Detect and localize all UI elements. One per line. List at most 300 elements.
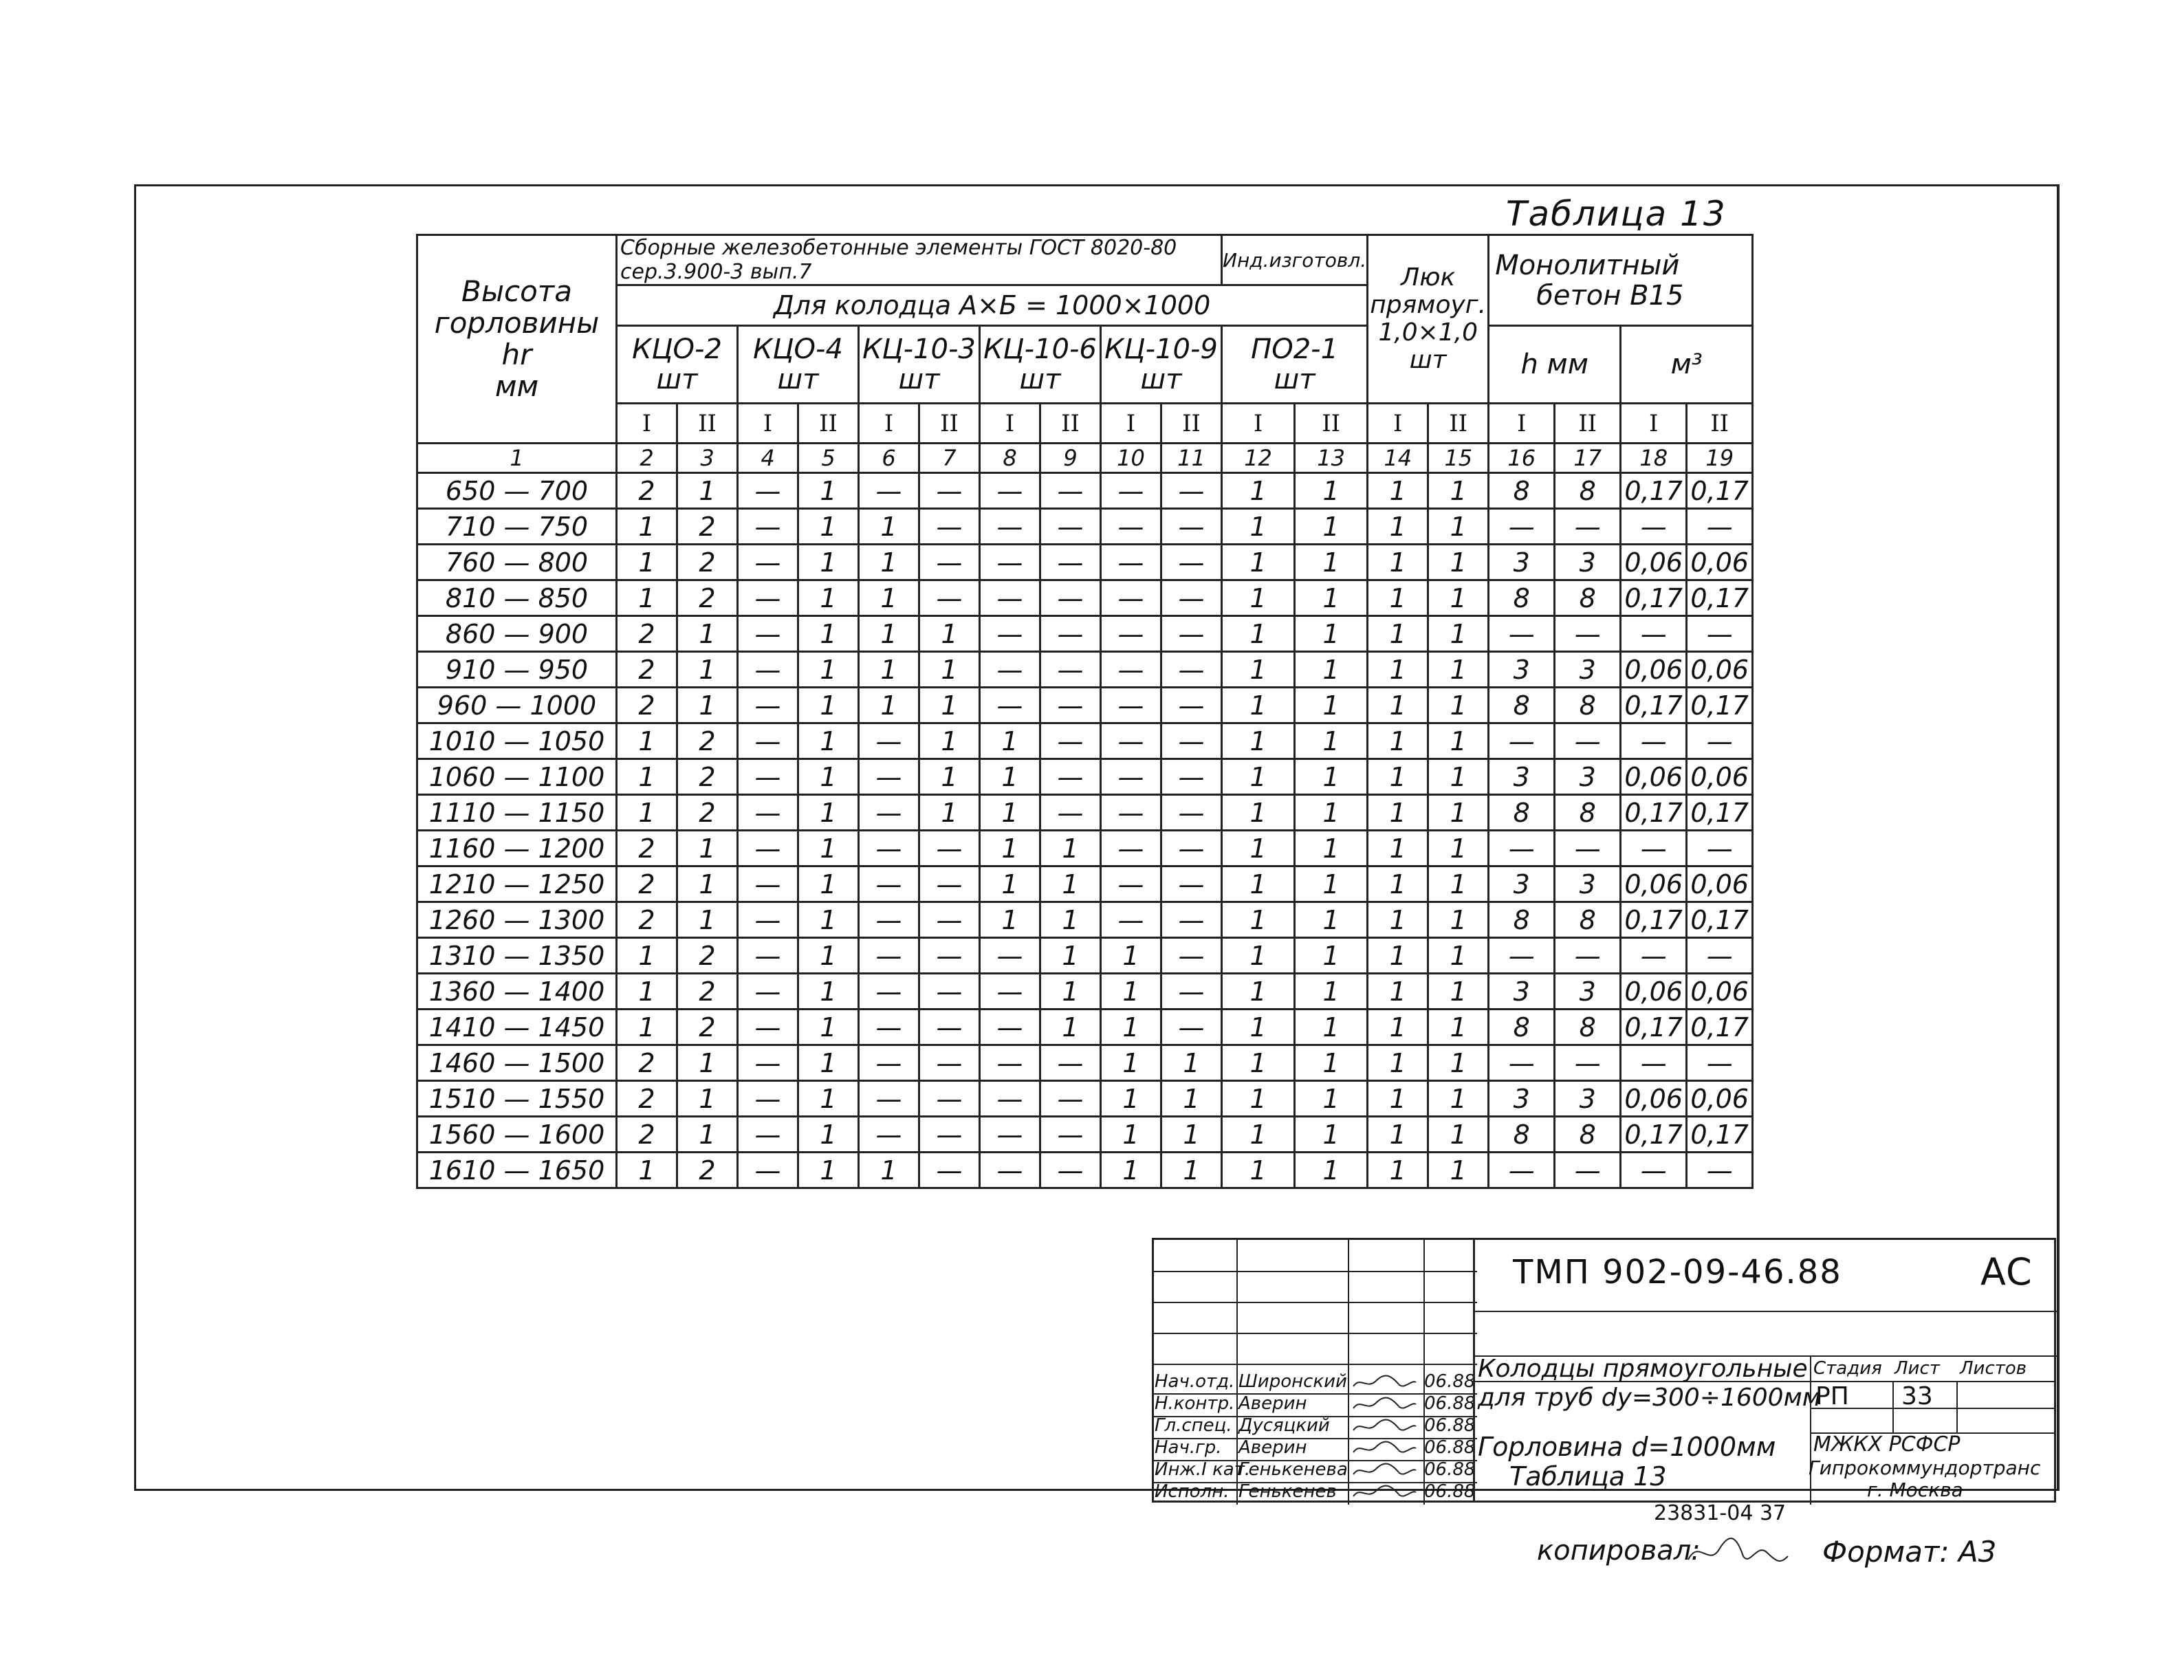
table-cell: 1 <box>1368 1153 1428 1188</box>
table-cell: — <box>1101 902 1161 938</box>
table-cell: 1 <box>1222 902 1295 938</box>
table-cell: 1 <box>1428 545 1489 580</box>
table-cell: — <box>1040 509 1101 545</box>
table-cell: 1 <box>1295 616 1368 652</box>
table-cell: 1 <box>1428 974 1489 1010</box>
table-cell: 2 <box>617 1045 677 1081</box>
table-cell: 2 <box>617 1081 677 1117</box>
table-cell: 1 <box>1428 866 1489 902</box>
signature-date: 06.88 <box>1424 1393 1476 1414</box>
table-cell: 1 <box>1428 473 1489 509</box>
table-cell: 1 <box>1428 616 1489 652</box>
document-code: ТМП 902-09-46.88 <box>1513 1253 1842 1291</box>
table-cell: — <box>738 616 798 652</box>
table-cell: 2 <box>617 688 677 723</box>
table-cell: 1 <box>1428 1081 1489 1117</box>
table-cell: 1 <box>1222 580 1295 616</box>
table-cell: 1 <box>1161 1117 1222 1153</box>
table-cell: 1 <box>859 580 919 616</box>
table-cell: — <box>980 1153 1040 1188</box>
column-number-cell: 3 <box>677 444 738 473</box>
table-cell: 2 <box>677 509 738 545</box>
table-cell: 8 <box>1489 902 1555 938</box>
table-cell: 1 <box>1428 1117 1489 1153</box>
table-cell: 1 <box>617 509 677 545</box>
table-cell: 1 <box>1368 1045 1428 1081</box>
sheet-value: 33 <box>1901 1382 1933 1410</box>
table-cell: 0,06 <box>1621 652 1687 688</box>
table-cell: — <box>980 938 1040 974</box>
table-cell: 1 <box>1222 759 1295 795</box>
table-cell: 1 <box>1295 974 1368 1010</box>
table-cell: 1 <box>1295 509 1368 545</box>
column-number-cell: 13 <box>1295 444 1368 473</box>
table-cell: 1 <box>1161 1081 1222 1117</box>
table-cell: — <box>859 866 919 902</box>
table-cell: 1 <box>798 795 859 831</box>
table-cell: 0,06 <box>1621 974 1687 1010</box>
table-cell: — <box>738 759 798 795</box>
column-number-cell: 6 <box>859 444 919 473</box>
volume-unit-header: м³ <box>1621 326 1753 404</box>
column-number-cell: 4 <box>738 444 798 473</box>
table-cell: 2 <box>617 866 677 902</box>
table-cell: — <box>738 652 798 688</box>
table-cell: — <box>1040 723 1101 759</box>
table-cell: — <box>738 795 798 831</box>
table-cell: — <box>738 509 798 545</box>
table-cell: 1 <box>1368 795 1428 831</box>
table-cell: 0,06 <box>1687 759 1753 795</box>
height-range-cell: 1110 — 1150 <box>417 795 617 831</box>
table-cell: — <box>1040 652 1101 688</box>
table-cell: 1 <box>1428 938 1489 974</box>
table-cell: 1 <box>1428 795 1489 831</box>
table-cell: — <box>919 473 980 509</box>
table-cell: — <box>919 974 980 1010</box>
table-cell: — <box>1489 1045 1555 1081</box>
table-cell: — <box>1161 831 1222 866</box>
table-cell: — <box>1161 938 1222 974</box>
table-cell: 1 <box>617 545 677 580</box>
table-cell: — <box>919 545 980 580</box>
table-cell: — <box>738 688 798 723</box>
height-header: Высота горловины hr мм <box>417 235 617 444</box>
table-cell: 0,06 <box>1687 974 1753 1010</box>
table-cell: — <box>859 1117 919 1153</box>
table-cell: — <box>1621 1045 1687 1081</box>
table-cell: 8 <box>1555 473 1621 509</box>
table-cell: — <box>1621 509 1687 545</box>
table-cell: 0,06 <box>1621 759 1687 795</box>
table-cell: 1 <box>677 866 738 902</box>
title-line-2: для труб dу=300÷1600мм <box>1478 1384 1821 1412</box>
individual-group-header: Инд.изготовл. <box>1222 235 1368 285</box>
table-cell: 1 <box>677 1117 738 1153</box>
signer-role: Нач.гр. <box>1155 1437 1222 1458</box>
table-cell: 8 <box>1555 795 1621 831</box>
table-cell: 1 <box>1101 1153 1161 1188</box>
table-cell: 1 <box>1368 759 1428 795</box>
height-range-cell: 1560 — 1600 <box>417 1117 617 1153</box>
table-cell: 1 <box>1295 831 1368 866</box>
table-row <box>417 1117 1753 1153</box>
table-row <box>417 580 1753 616</box>
table-row <box>417 1081 1753 1117</box>
table-row <box>417 688 1753 723</box>
table-cell: 1 <box>1222 1045 1295 1081</box>
table-cell: 1 <box>1101 1010 1161 1045</box>
table-cell: — <box>1040 616 1101 652</box>
table-cell: — <box>980 1045 1040 1081</box>
roman-header-cell: I <box>738 404 798 444</box>
roman-header-row <box>417 404 1753 444</box>
table-cell: 2 <box>617 1117 677 1153</box>
table-cell: 1 <box>980 795 1040 831</box>
table-row <box>417 652 1753 688</box>
table-cell: 3 <box>1489 652 1555 688</box>
height-range-cell: 1210 — 1250 <box>417 866 617 902</box>
height-range-cell: 1410 — 1450 <box>417 1010 617 1045</box>
table-cell: 1 <box>1222 866 1295 902</box>
table-cell: — <box>919 866 980 902</box>
table-cell: 1 <box>919 688 980 723</box>
signer-role: Нач.отд. <box>1155 1371 1235 1392</box>
table-cell: 1 <box>1295 795 1368 831</box>
table-cell: 2 <box>617 616 677 652</box>
table-cell: 3 <box>1489 974 1555 1010</box>
height-range-cell: 650 — 700 <box>417 473 617 509</box>
table-cell: 0,17 <box>1687 473 1753 509</box>
table-cell: — <box>919 580 980 616</box>
roman-header-cell: I <box>617 404 677 444</box>
table-cell: 1 <box>1368 974 1428 1010</box>
table-cell: 1 <box>1368 509 1428 545</box>
table-row <box>417 974 1753 1010</box>
roman-header-cell: II <box>677 404 738 444</box>
signer-name: Дусяцкий <box>1238 1415 1330 1436</box>
table-cell: 2 <box>677 759 738 795</box>
table-row <box>417 759 1753 795</box>
table-cell: — <box>738 1010 798 1045</box>
table-cell: 8 <box>1489 580 1555 616</box>
table-cell: — <box>738 1117 798 1153</box>
roman-header-cell: II <box>1555 404 1621 444</box>
column-number-cell: 5 <box>798 444 859 473</box>
table-cell: — <box>859 1010 919 1045</box>
element-header: КЦ-10-3 шт <box>859 326 980 404</box>
table-cell: — <box>980 688 1040 723</box>
height-range-cell: 1460 — 1500 <box>417 1045 617 1081</box>
table-cell: 1 <box>617 938 677 974</box>
table-cell: 1 <box>1368 688 1428 723</box>
table-cell: 3 <box>1555 652 1621 688</box>
table-cell: 1 <box>1428 1045 1489 1081</box>
table-cell: — <box>738 580 798 616</box>
org-line-3: г. Москва <box>1867 1479 1963 1501</box>
table-cell: 2 <box>677 545 738 580</box>
table-cell: 1 <box>1295 652 1368 688</box>
table-cell: 2 <box>677 974 738 1010</box>
signature-date: 06.88 <box>1424 1459 1476 1480</box>
table-cell: 1 <box>1295 688 1368 723</box>
table-cell: 1 <box>919 723 980 759</box>
signature-date: 06.88 <box>1424 1437 1476 1458</box>
table-cell: 0,17 <box>1687 688 1753 723</box>
table-cell: 1 <box>1368 938 1428 974</box>
table-cell: — <box>1161 652 1222 688</box>
table-cell: — <box>859 759 919 795</box>
handwritten-signature <box>1350 1483 1419 1502</box>
table-cell: 1 <box>1101 938 1161 974</box>
table-cell: — <box>1161 723 1222 759</box>
table-cell: 1 <box>1428 831 1489 866</box>
table-cell: 1 <box>798 616 859 652</box>
table-cell: 1 <box>1368 831 1428 866</box>
table-cell: — <box>738 545 798 580</box>
table-cell: 1 <box>798 974 859 1010</box>
table-caption: Таблица 13 <box>1506 194 1727 234</box>
table-row <box>417 902 1753 938</box>
table-cell: 2 <box>617 831 677 866</box>
table-cell: — <box>1489 831 1555 866</box>
stage-label: Стадия <box>1813 1358 1882 1379</box>
height-range-cell: 810 — 850 <box>417 580 617 616</box>
table-cell: — <box>1161 509 1222 545</box>
table-cell: 0,17 <box>1687 795 1753 831</box>
table-cell: 1 <box>1295 866 1368 902</box>
table-cell: — <box>738 974 798 1010</box>
roman-header-cell: I <box>1101 404 1161 444</box>
table-cell: — <box>1489 509 1555 545</box>
table-cell: 1 <box>980 831 1040 866</box>
table-cell: — <box>1555 616 1621 652</box>
table-cell: 1 <box>1428 902 1489 938</box>
table-cell: 1 <box>1368 1010 1428 1045</box>
table-cell: 0,17 <box>1621 795 1687 831</box>
column-number-cell: 19 <box>1687 444 1753 473</box>
table-cell: — <box>1621 1153 1687 1188</box>
roman-header-cell: II <box>1428 404 1489 444</box>
table-cell: — <box>980 652 1040 688</box>
table-cell: — <box>1040 545 1101 580</box>
table-cell: 0,17 <box>1621 1117 1687 1153</box>
table-cell: — <box>1489 938 1555 974</box>
table-cell: — <box>738 1081 798 1117</box>
signature-date: 06.88 <box>1424 1415 1476 1436</box>
table-cell: 3 <box>1489 759 1555 795</box>
table-row <box>417 831 1753 866</box>
signature-date: 06.88 <box>1424 1481 1476 1502</box>
table-cell: 1 <box>859 616 919 652</box>
table-cell: 3 <box>1489 1081 1555 1117</box>
table-cell: 1 <box>1295 580 1368 616</box>
signer-role: Инж.I кат. <box>1155 1459 1251 1480</box>
height-range-cell: 1610 — 1650 <box>417 1153 617 1188</box>
table-cell: 3 <box>1555 545 1621 580</box>
table-cell: — <box>738 1045 798 1081</box>
table-cell: 1 <box>1161 1045 1222 1081</box>
table-cell: 1 <box>617 723 677 759</box>
handwritten-signature <box>1350 1461 1419 1480</box>
table-cell: 1 <box>798 473 859 509</box>
table-cell: 0,17 <box>1687 1117 1753 1153</box>
table-cell: 0,06 <box>1621 866 1687 902</box>
table-cell: 1 <box>617 759 677 795</box>
table-row <box>417 1010 1753 1045</box>
handwritten-signature <box>1350 1395 1419 1414</box>
table-cell: 1 <box>1295 902 1368 938</box>
table-cell: 1 <box>859 652 919 688</box>
table-cell: — <box>1555 509 1621 545</box>
table-cell: 1 <box>859 688 919 723</box>
table-cell: — <box>919 831 980 866</box>
table-cell: — <box>1555 723 1621 759</box>
table-cell: — <box>859 831 919 866</box>
table-cell: 1 <box>677 1045 738 1081</box>
table-cell: 1 <box>1428 652 1489 688</box>
table-cell: — <box>859 795 919 831</box>
table-cell: 1 <box>617 1153 677 1188</box>
table-cell: — <box>738 723 798 759</box>
table-cell: 1 <box>1101 1045 1161 1081</box>
height-range-cell: 710 — 750 <box>417 509 617 545</box>
table-cell: 1 <box>1040 1010 1101 1045</box>
table-cell: 3 <box>1489 545 1555 580</box>
roman-header-cell: II <box>1161 404 1222 444</box>
spec-table <box>416 234 1754 1189</box>
archive-number: 23831-04 37 <box>1654 1501 1787 1525</box>
table-cell: — <box>859 974 919 1010</box>
signer-role: Гл.спец. <box>1155 1415 1232 1436</box>
table-cell: 1 <box>1222 795 1295 831</box>
table-cell: — <box>919 1117 980 1153</box>
table-cell: — <box>1489 1153 1555 1188</box>
table-cell: 8 <box>1555 902 1621 938</box>
table-cell: 0,17 <box>1687 1010 1753 1045</box>
roman-header-cell: I <box>859 404 919 444</box>
table-cell: 1 <box>798 580 859 616</box>
height-range-cell: 760 — 800 <box>417 545 617 580</box>
table-cell: — <box>980 1010 1040 1045</box>
table-cell: 1 <box>1295 1045 1368 1081</box>
table-row <box>417 1045 1753 1081</box>
table-cell: 1 <box>1368 1081 1428 1117</box>
table-cell: 1 <box>1040 831 1101 866</box>
table-row <box>417 723 1753 759</box>
table-cell: 1 <box>1040 866 1101 902</box>
element-header: КЦ-10-9 шт <box>1101 326 1222 404</box>
height-range-cell: 1260 — 1300 <box>417 902 617 938</box>
table-row <box>417 473 1753 509</box>
table-cell: — <box>919 1045 980 1081</box>
table-cell: — <box>859 938 919 974</box>
table-cell: — <box>1161 759 1222 795</box>
table-cell: — <box>1040 473 1101 509</box>
table-cell: 1 <box>1295 1117 1368 1153</box>
table-cell: 1 <box>798 652 859 688</box>
table-cell: 2 <box>617 473 677 509</box>
table-cell: — <box>980 616 1040 652</box>
table-cell: — <box>1101 473 1161 509</box>
column-number-cell: 15 <box>1428 444 1489 473</box>
table-cell: 3 <box>1555 974 1621 1010</box>
table-cell: 1 <box>1295 759 1368 795</box>
table-cell: 1 <box>1368 723 1428 759</box>
column-number-cell: 10 <box>1101 444 1161 473</box>
table-cell: 1 <box>1295 938 1368 974</box>
table-cell: — <box>1040 1045 1101 1081</box>
table-cell: — <box>859 1081 919 1117</box>
table-cell: 1 <box>980 866 1040 902</box>
table-cell: 1 <box>1428 1010 1489 1045</box>
table-cell: 1 <box>798 1117 859 1153</box>
copied-by-label: копировал: <box>1537 1535 1701 1567</box>
table-cell: 1 <box>1428 723 1489 759</box>
table-cell: 1 <box>1295 473 1368 509</box>
roman-header-cell: I <box>980 404 1040 444</box>
roman-header-cell: II <box>919 404 980 444</box>
table-cell: 2 <box>677 795 738 831</box>
table-cell: 1 <box>1368 652 1428 688</box>
table-cell: 1 <box>1368 473 1428 509</box>
table-cell: — <box>1101 759 1161 795</box>
table-cell: — <box>980 545 1040 580</box>
table-cell: — <box>859 902 919 938</box>
table-cell: — <box>859 473 919 509</box>
table-cell: 0,06 <box>1687 545 1753 580</box>
table-row <box>417 866 1753 902</box>
table-cell: 8 <box>1489 1010 1555 1045</box>
handwritten-signature <box>1350 1439 1419 1458</box>
table-cell: 2 <box>617 652 677 688</box>
table-cell: — <box>1555 1153 1621 1188</box>
table-cell: — <box>738 1153 798 1188</box>
table-cell: 0,17 <box>1687 902 1753 938</box>
signer-name: Генькенева <box>1238 1459 1348 1480</box>
height-range-cell: 1360 — 1400 <box>417 974 617 1010</box>
table-cell: 0,06 <box>1687 1081 1753 1117</box>
table-cell: 2 <box>677 1153 738 1188</box>
table-cell: — <box>1687 616 1753 652</box>
table-cell: 3 <box>1555 1081 1621 1117</box>
signer-name: Аверин <box>1238 1437 1307 1458</box>
column-number-cell: 7 <box>919 444 980 473</box>
h-unit-header: h мм <box>1489 326 1621 404</box>
table-cell: — <box>1161 473 1222 509</box>
precast-group-header: Сборные железобетонные элементы ГОСТ 8020-80 сер.3.900-3 вып.7 <box>617 235 1222 285</box>
table-cell: — <box>1101 580 1161 616</box>
table-cell: 1 <box>1222 616 1295 652</box>
table-cell: 1 <box>677 1081 738 1117</box>
table-cell: 1 <box>1222 974 1295 1010</box>
table-cell: 3 <box>1555 759 1621 795</box>
table-cell: 0,06 <box>1687 652 1753 688</box>
table-row <box>417 545 1753 580</box>
table-cell: 1 <box>617 974 677 1010</box>
roman-header-cell: II <box>1687 404 1753 444</box>
table-cell: 3 <box>1555 866 1621 902</box>
table-cell: 1 <box>1428 580 1489 616</box>
height-range-cell: 1510 — 1550 <box>417 1081 617 1117</box>
table-cell: 1 <box>798 688 859 723</box>
table-cell: 8 <box>1555 580 1621 616</box>
table-cell: 1 <box>798 902 859 938</box>
table-cell: 1 <box>919 759 980 795</box>
table-cell: 1 <box>798 938 859 974</box>
table-cell: 0,06 <box>1621 545 1687 580</box>
table-cell: — <box>1687 509 1753 545</box>
